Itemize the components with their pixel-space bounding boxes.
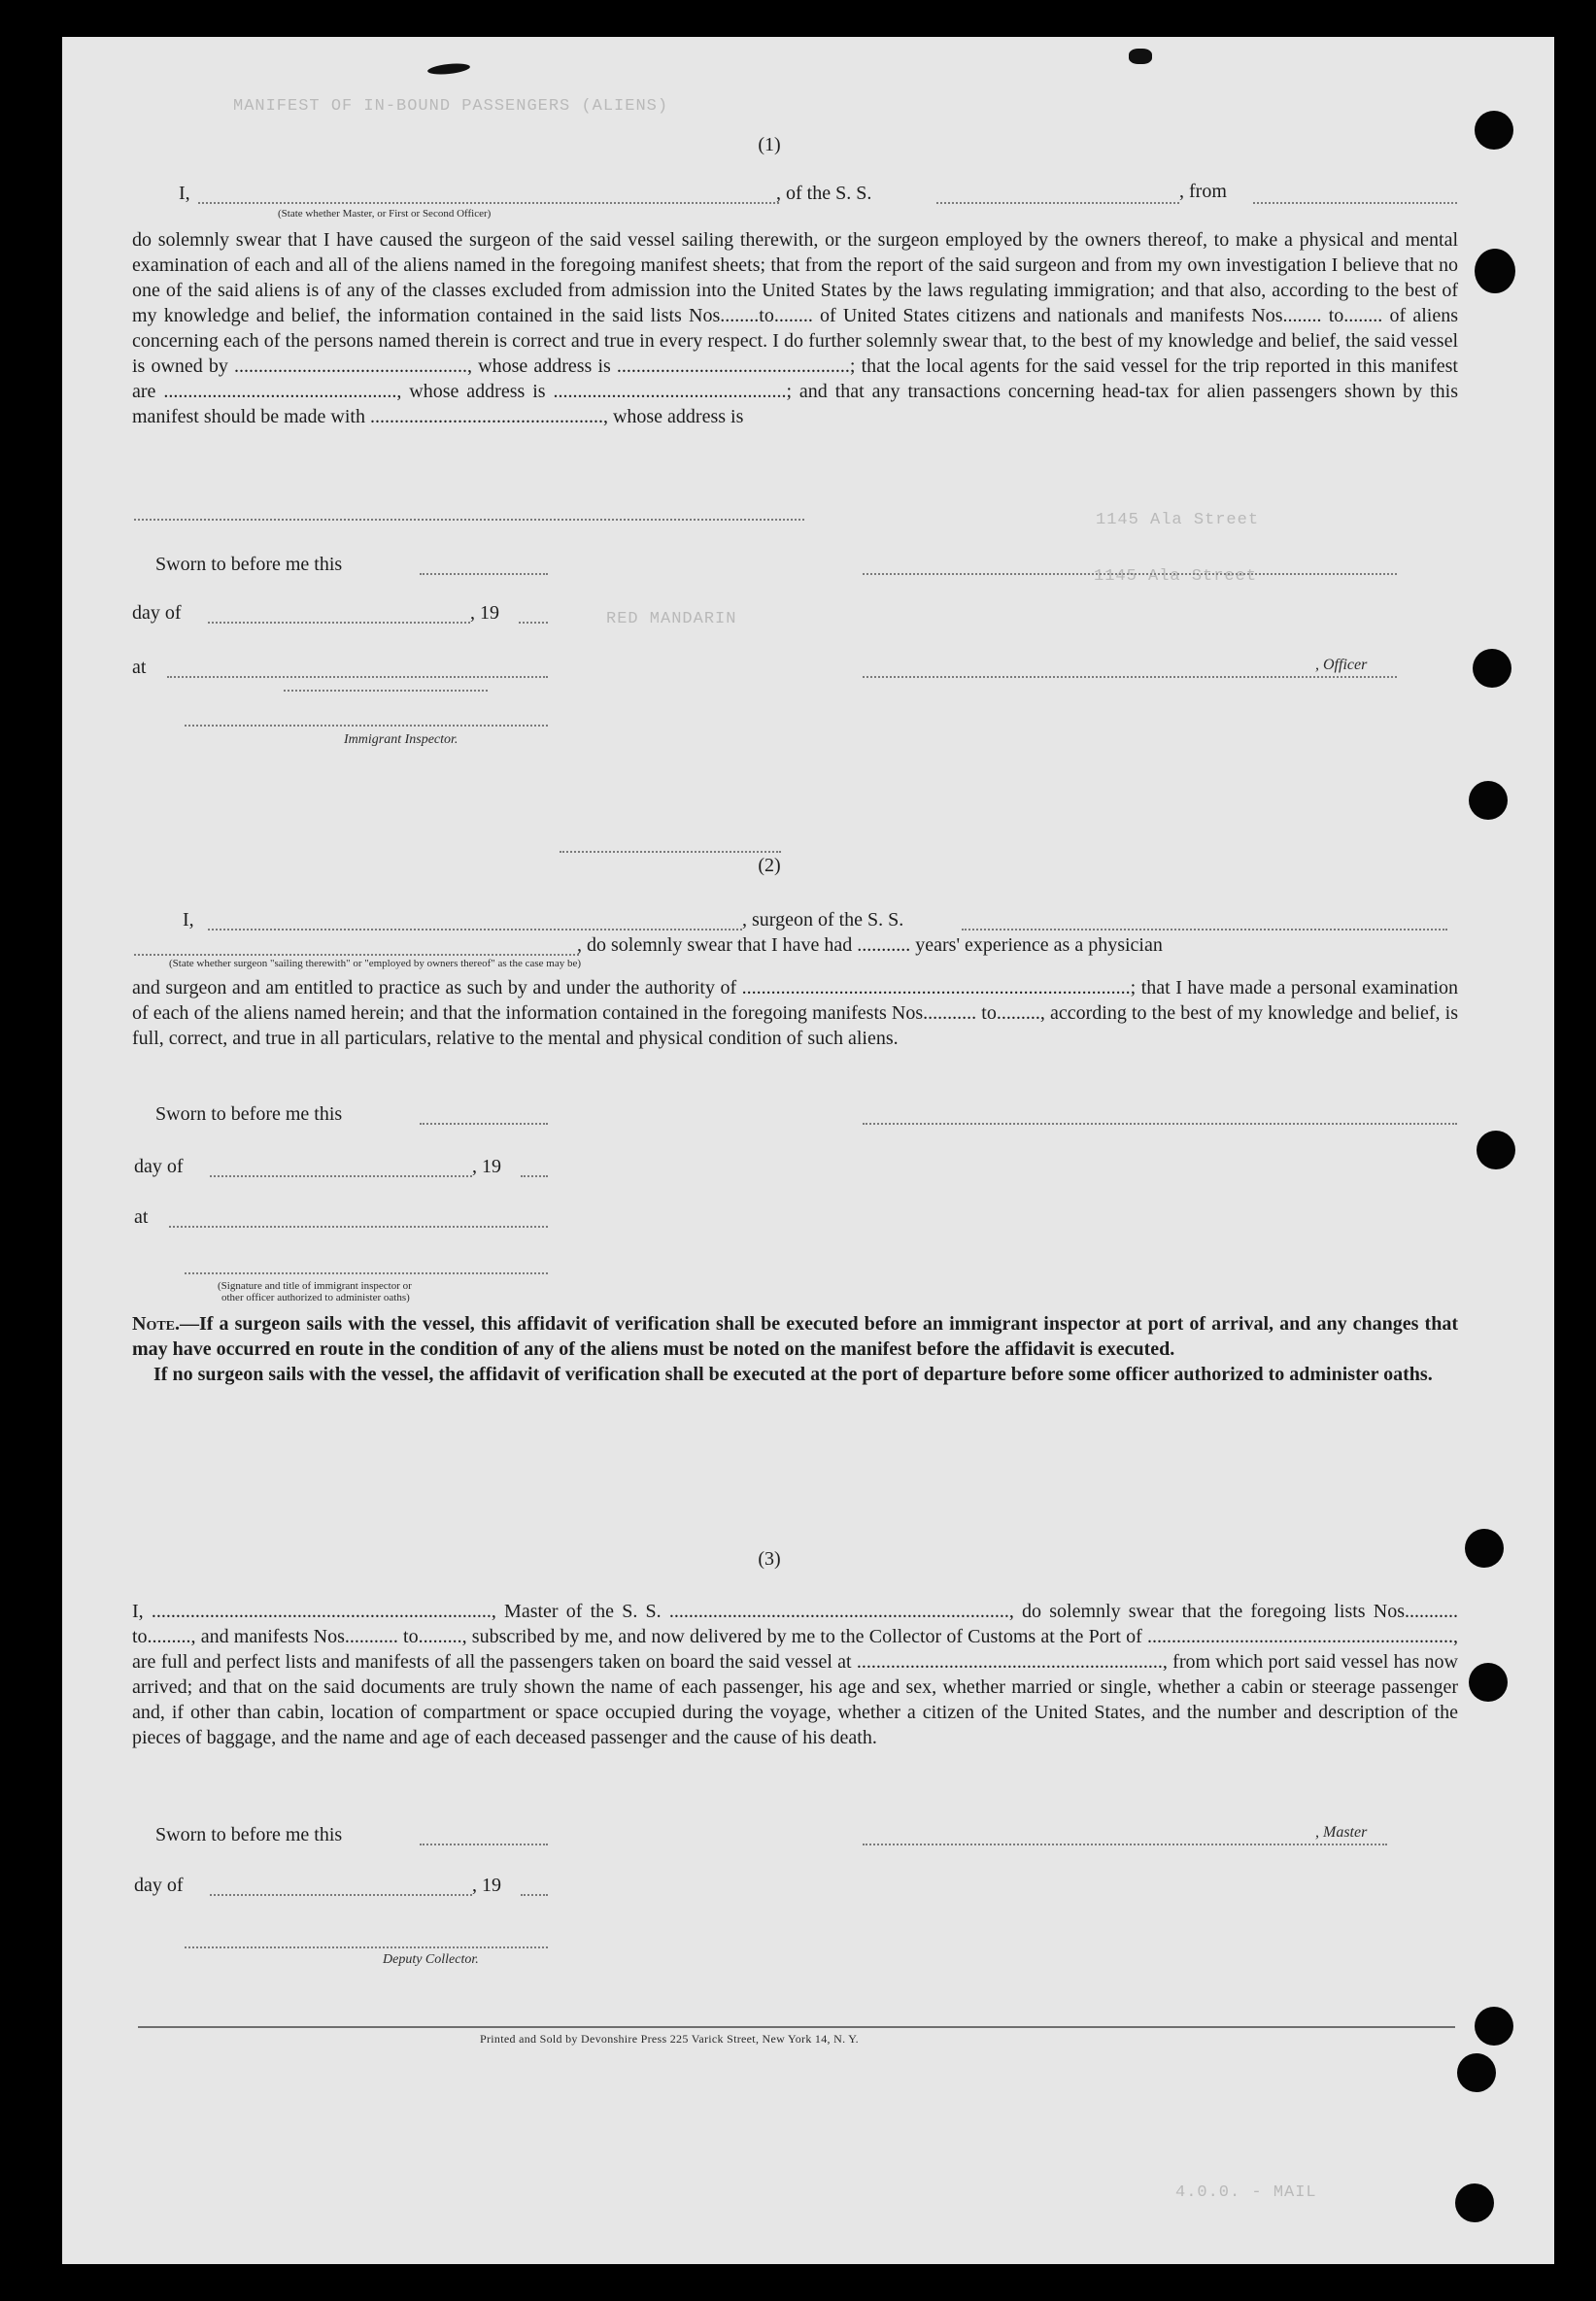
footer-rule: [138, 2026, 1455, 2028]
surgeon-signature-line[interactable]: [863, 1123, 1457, 1125]
master-name-field[interactable]: [198, 202, 779, 204]
year-field-2[interactable]: [521, 1175, 548, 1177]
note-paragraph-1: —If a surgeon sails with the vessel, this affidavit of verification shall be executed before an immigrant inspector at port of arrival, and any changes that may have occurred en route in the condition of any of the aliens must be noted on the manifest before the affidavit is executed.: [132, 1313, 1458, 1360]
officer-label: , Officer: [1315, 657, 1368, 673]
vessel-name-field[interactable]: [936, 202, 1179, 204]
collector-signature-line[interactable]: [185, 1946, 548, 1948]
section-1-i: I,: [179, 183, 190, 204]
divider-dots[interactable]: [560, 851, 781, 853]
surgeon-type-field[interactable]: [134, 954, 579, 956]
ghost-text: 4.0.0. - MAIL: [1175, 2183, 1317, 2202]
immigrant-inspector-caption: Immigrant Inspector.: [344, 732, 458, 747]
officer-signature-line-2[interactable]: [863, 676, 1397, 678]
ghost-text: RED MANDARIN: [606, 610, 737, 628]
day-of-field-3[interactable]: [210, 1894, 472, 1896]
surgeon-vessel-field[interactable]: [962, 929, 1447, 931]
from-port-field[interactable]: [1253, 202, 1457, 204]
section-2-body: and surgeon and am entitled to practice as such by and under the authority of ................................................................................; that I have made a personal examination of each of the aliens named herein; and that the information contained in the foregoing manifests Nos........... to........., according to the best of my knowledge and belief, is full, correct, and true in all particulars, relative to the mental and physical condition of such aliens.: [132, 977, 1458, 1049]
day-of-field-1[interactable]: [208, 622, 470, 624]
officer-signature-line-1[interactable]: [863, 573, 1397, 575]
year-label-1: , 19: [470, 602, 499, 624]
surgeon-name-field[interactable]: [208, 929, 742, 931]
binder-hole: [1475, 249, 1515, 293]
day-of-label-2: day of: [134, 1156, 184, 1177]
form-page: [62, 37, 1554, 2264]
section-2-i: I,: [183, 909, 194, 931]
master-label: , Master: [1315, 1824, 1368, 1841]
sworn-day-field-2[interactable]: [420, 1123, 548, 1125]
binder-hole: [1475, 2007, 1513, 2046]
section-3-number: (3): [758, 1548, 781, 1570]
year-label-3: , 19: [472, 1875, 501, 1896]
note-block: [132, 1311, 1458, 1387]
note-label: Note.: [132, 1313, 181, 1335]
ghost-text: MANIFEST OF IN-BOUND PASSENGERS (ALIENS): [233, 97, 669, 116]
note-paragraph-2: If no surgeon sails with the vessel, the affidavit of verification shall be executed at the port of departure before some officer authorized to administer oaths.: [153, 1364, 1433, 1385]
surgeon-of-label: , surgeon of the S. S.: [742, 909, 904, 931]
binder-hole: [1475, 111, 1513, 150]
year-label-2: , 19: [472, 1156, 501, 1177]
address-line-field[interactable]: [134, 519, 804, 521]
day-of-label-3: day of: [134, 1875, 184, 1896]
ink-blot: [427, 62, 471, 77]
binder-hole: [1465, 1529, 1504, 1568]
surgeon-type-caption: (State whether surgeon "sailing therewith" or "employed by owners thereof" as the case may be): [169, 958, 582, 969]
at-field-2[interactable]: [169, 1226, 548, 1228]
master-signature-line[interactable]: [863, 1844, 1387, 1845]
year-field-1[interactable]: [519, 622, 548, 624]
binder-hole: [1477, 1131, 1515, 1169]
day-of-field-2[interactable]: [210, 1175, 472, 1177]
from-label: , from: [1179, 181, 1227, 202]
sworn-label-1: Sworn to before me this: [155, 554, 343, 575]
section-1-body: do solemnly swear that I have caused the surgeon of the said vessel sailing therewith, or the surgeon employed by the owners thereof, to make a physical and mental examination of each and all of the aliens named in the foregoing manifest sheets; that from the report of the said surgeon and from my own investigation I believe that no one of the said aliens is of any of the classes excluded from admission into the United States by the laws regulating immigration; and that also, according to the best of my knowledge and belief, the information contained in the said lists Nos........to........ of United States citizens and nationals and manifests Nos........ to........ of aliens concerning each of the persons named therein is correct and true in every respect. I do further solemnly swear that, to the best of my knowledge and belief, the said vessel is owned by ................................................, whose address is ................................................; that the local agents for the said vessel for the trip reported in this manifest are ................................................, whose address is ................................................; and that any transactions concerning head-tax for alien passengers shown by this manifest should be made with ................................................, whose address is: [132, 229, 1458, 427]
section-1-number: (1): [758, 134, 781, 155]
at-label-1: at: [132, 657, 147, 678]
day-of-label-1: day of: [132, 602, 182, 624]
signature-caption-1: (Signature and title of immigrant inspector or: [218, 1280, 412, 1292]
printer-credit: Printed and Sold by Devonshire Press 225 Varick Street, New York 14, N. Y.: [480, 2032, 859, 2046]
ink-blot: [1129, 49, 1152, 64]
binder-hole: [1473, 649, 1511, 688]
sworn-day-field-3[interactable]: [420, 1844, 548, 1845]
binder-hole: [1455, 2183, 1494, 2222]
inspector-signature-line-2[interactable]: [185, 1272, 548, 1274]
section-2-number: (2): [758, 855, 781, 876]
binder-hole: [1457, 2053, 1496, 2092]
at-label-2: at: [134, 1206, 149, 1228]
of-ss-label: , of the S. S.: [776, 183, 872, 204]
sworn-label-3: Sworn to before me this: [155, 1824, 343, 1845]
inspector-signature-line-1[interactable]: [185, 725, 548, 727]
binder-hole: [1469, 1663, 1508, 1702]
signature-caption-2: other officer authorized to administer oaths): [221, 1292, 410, 1303]
ghost-text: 1145 Ala Street: [1096, 511, 1260, 529]
year-field-3[interactable]: [521, 1894, 548, 1896]
state-officer-caption: (State whether Master, or First or Second Officer): [278, 208, 492, 220]
surgeon-line-2: , do solemnly swear that I have had ........... years' experience as a physician: [577, 934, 1163, 956]
sworn-day-field-1[interactable]: [420, 573, 548, 575]
at-field-1[interactable]: [167, 676, 548, 678]
ghost-text: 1145 Ala Street: [1094, 567, 1258, 586]
binder-hole: [1469, 781, 1508, 820]
sworn-label-2: Sworn to before me this: [155, 1103, 343, 1125]
deputy-collector-caption: Deputy Collector.: [383, 1952, 479, 1967]
section-3-body: I, ......................................................................, Master of the S. S. ......................................................................, do solemnly swear that the foregoing lists Nos........... to........., and manifests Nos........... to........., subscribed by me, and now delivered by me to the Collector of Customs at the Port of ..............................................................., are full and perfect lists and manifests of all the passengers taken on board the said vessel at ..............................................................., from which port said vessel has now arrived; and that on the said documents are truly shown the name of each passenger, his age and sex, whether married or single, whether a cabin or steerage passenger and, if other than cabin, location of compartment or space occupied during the voyage, whether a citizen of the United States, and the number and description of the pieces of baggage, and the name and age of each deceased passenger and the cause of his death.: [132, 1601, 1458, 1748]
inspector-signature-line-1a[interactable]: [284, 690, 488, 692]
